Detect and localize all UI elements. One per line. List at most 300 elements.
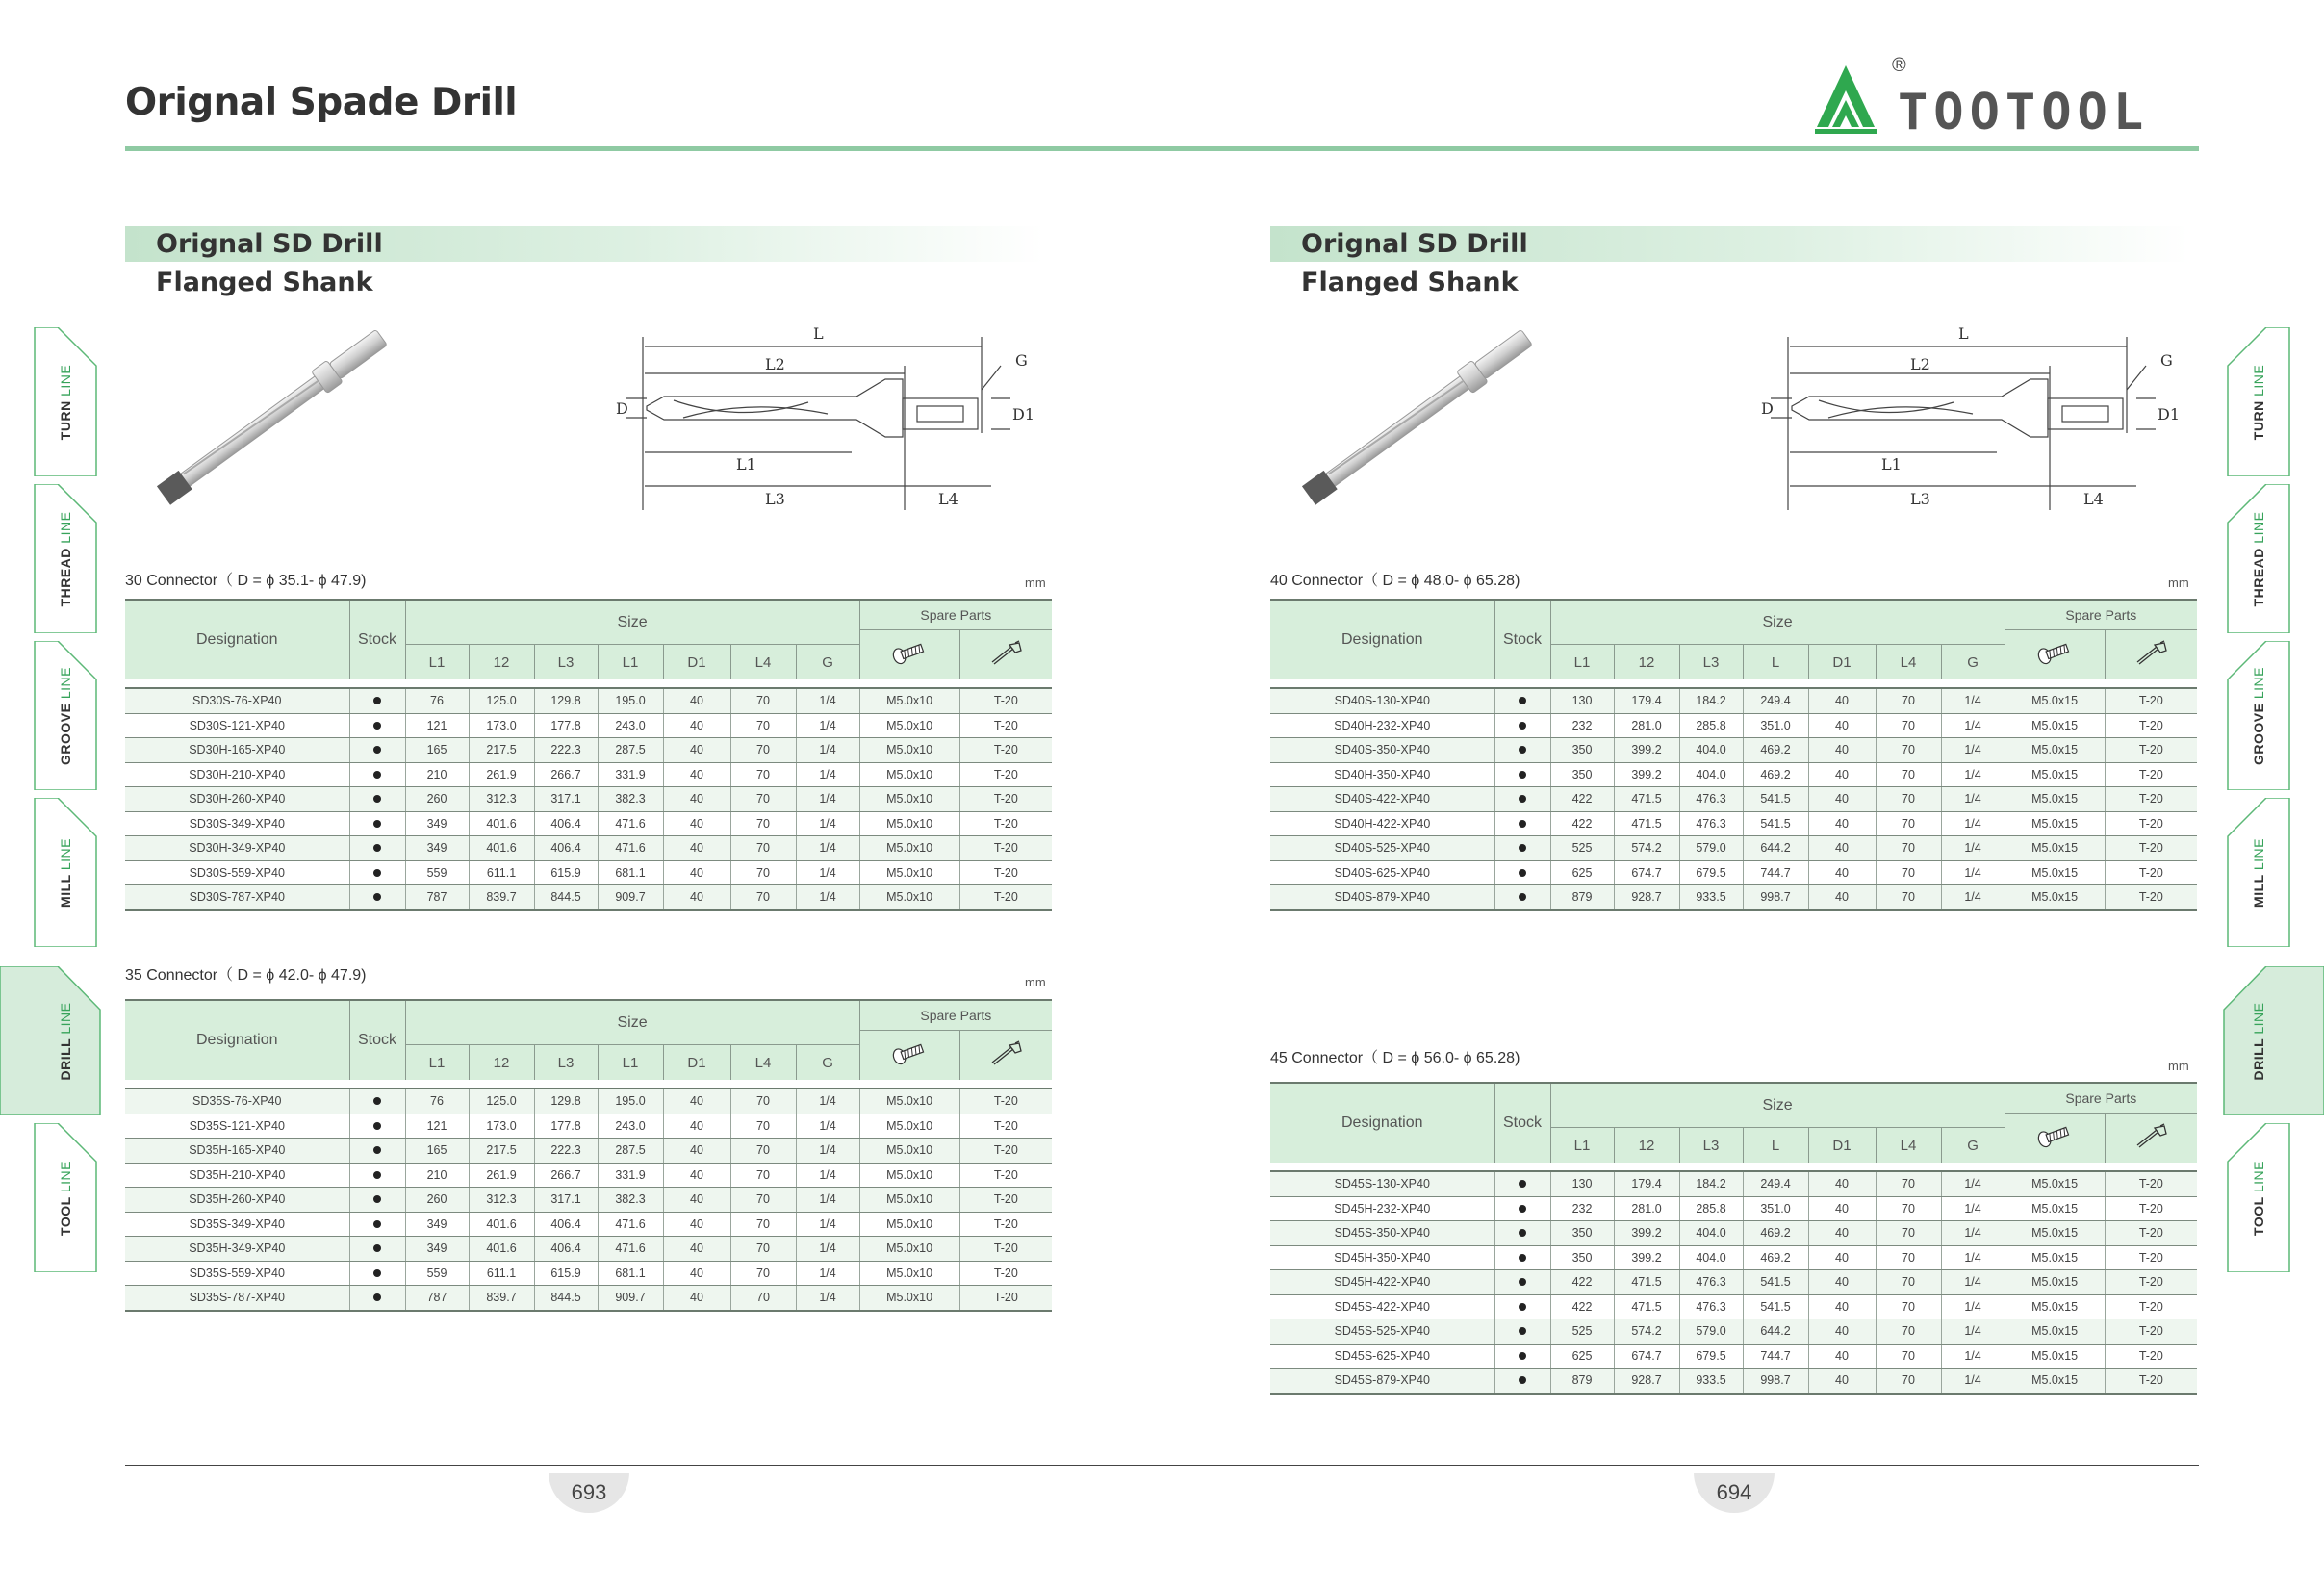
value-cell: M5.0x10	[859, 1114, 959, 1139]
value-cell: 349	[405, 1212, 469, 1237]
value-cell: 422	[1550, 811, 1614, 836]
value-cell: 40	[663, 1261, 730, 1286]
dim-label-L3: L3	[1910, 490, 1930, 508]
side-tab-groove[interactable]	[0, 641, 106, 790]
side-tab-shape	[2218, 641, 2324, 790]
col-header-designation: Designation	[1270, 1083, 1494, 1163]
value-cell: 879	[1550, 885, 1614, 910]
designation-cell: SD40S-350-XP40	[1270, 738, 1494, 763]
value-cell: 674.7	[1614, 1344, 1679, 1369]
col-header-size-0: L1	[405, 1045, 469, 1081]
table-row	[125, 1237, 1052, 1262]
stock-dot	[349, 1114, 405, 1139]
value-cell: 351.0	[1743, 1196, 1808, 1221]
value-cell: 40	[1808, 1369, 1876, 1394]
value-cell: T-20	[959, 1212, 1052, 1237]
col-header-size-5: L4	[1876, 645, 1941, 680]
side-tab-tool[interactable]	[0, 1123, 106, 1272]
value-cell: T-20	[2105, 860, 2197, 885]
value-cell: 399.2	[1614, 1245, 1679, 1270]
tootool-logo	[1809, 52, 2204, 139]
value-cell: 350	[1550, 1221, 1614, 1246]
dim-label-L1: L1	[1881, 455, 1902, 474]
value-cell: 70	[730, 1139, 796, 1164]
value-cell: T-20	[2105, 713, 2197, 738]
value-cell: M5.0x15	[2005, 713, 2105, 738]
value-cell: M5.0x10	[859, 885, 959, 910]
value-cell: 928.7	[1614, 885, 1679, 910]
col-header-designation: Designation	[1270, 600, 1494, 679]
value-cell: 261.9	[469, 1163, 534, 1188]
value-cell: T-20	[2105, 1245, 2197, 1270]
value-cell: T-20	[2105, 1369, 2197, 1394]
drill-dimension-diagram	[597, 318, 1049, 529]
stock-dot	[349, 1139, 405, 1164]
value-cell: 1/4	[1941, 1344, 2005, 1369]
table-row	[125, 1114, 1052, 1139]
side-tab-tool[interactable]	[2218, 1123, 2324, 1272]
value-cell: T-20	[959, 860, 1052, 885]
section-title: Orignal SD Drill	[156, 229, 383, 259]
value-cell: 406.4	[534, 811, 598, 836]
col-header-wrench	[2105, 1114, 2197, 1164]
value-cell: 1/4	[796, 1163, 859, 1188]
value-cell: 1/4	[1941, 787, 2005, 812]
value-cell: 40	[1808, 811, 1876, 836]
designation-cell: SD40H-422-XP40	[1270, 811, 1494, 836]
col-header-stock: Stock	[349, 600, 405, 679]
value-cell: 471.5	[1614, 1270, 1679, 1295]
designation-cell: SD30H-349-XP40	[125, 836, 349, 861]
value-cell: 541.5	[1743, 787, 1808, 812]
side-tab-label: TURN LINE	[58, 364, 73, 440]
stock-dot	[349, 1163, 405, 1188]
col-header-screw	[859, 630, 959, 680]
designation-cell: SD35H-210-XP40	[125, 1163, 349, 1188]
dim-label-L: L	[1958, 324, 1969, 343]
stock-dot	[1494, 860, 1550, 885]
value-cell: 179.4	[1614, 1171, 1679, 1196]
value-cell: 40	[1808, 762, 1876, 787]
side-tab-shape	[0, 641, 106, 790]
side-tab-mill[interactable]	[2218, 798, 2324, 947]
value-cell: 40	[663, 836, 730, 861]
value-cell: 1/4	[1941, 885, 2005, 910]
side-tab-turn[interactable]	[0, 327, 106, 476]
value-cell: 787	[405, 1286, 469, 1311]
col-header-stock: Stock	[1494, 1083, 1550, 1163]
value-cell: 40	[1808, 1196, 1876, 1221]
col-header-wrench	[959, 630, 1052, 680]
dim-label-G: G	[1015, 351, 1028, 370]
side-tab-label: GROOVE LINE	[2251, 666, 2266, 765]
value-cell: 471.5	[1614, 811, 1679, 836]
value-cell: T-20	[959, 762, 1052, 787]
spec-table-35	[125, 999, 1052, 1312]
designation-cell: SD40S-625-XP40	[1270, 860, 1494, 885]
designation-cell: SD45S-525-XP40	[1270, 1319, 1494, 1345]
stock-dot	[1494, 1319, 1550, 1345]
stock-dot	[1494, 1294, 1550, 1319]
value-cell: 40	[1808, 860, 1876, 885]
value-cell: 70	[730, 1237, 796, 1262]
side-tab-label: TOOL LINE	[58, 1160, 73, 1236]
value-cell: 40	[1808, 1344, 1876, 1369]
value-cell: 70	[730, 713, 796, 738]
designation-cell: SD45H-232-XP40	[1270, 1196, 1494, 1221]
unit-label: mm	[2168, 1059, 2189, 1073]
value-cell: 222.3	[534, 1139, 598, 1164]
value-cell: M5.0x10	[859, 1163, 959, 1188]
value-cell: 70	[1876, 787, 1941, 812]
value-cell: 40	[663, 1089, 730, 1114]
value-cell: 70	[730, 860, 796, 885]
table-row	[1270, 1369, 2197, 1394]
value-cell: 1/4	[796, 762, 859, 787]
value-cell: 787	[405, 885, 469, 910]
stock-dot	[349, 762, 405, 787]
value-cell: 243.0	[598, 1114, 663, 1139]
col-header-size-2: L3	[534, 1045, 598, 1081]
value-cell: 406.4	[534, 836, 598, 861]
value-cell: 679.5	[1679, 860, 1743, 885]
value-cell: 184.2	[1679, 688, 1743, 713]
value-cell: 350	[1550, 762, 1614, 787]
value-cell: 40	[1808, 1171, 1876, 1196]
unit-label: mm	[2168, 576, 2189, 590]
table-row	[1270, 885, 2197, 910]
value-cell: T-20	[959, 1286, 1052, 1311]
table-row	[1270, 1319, 2197, 1345]
table-row	[125, 762, 1052, 787]
value-cell: 261.9	[469, 762, 534, 787]
value-cell: 40	[1808, 738, 1876, 763]
value-cell: 222.3	[534, 738, 598, 763]
value-cell: 541.5	[1743, 1270, 1808, 1295]
dim-label-D1: D1	[1012, 405, 1035, 423]
value-cell: 1/4	[1941, 738, 2005, 763]
side-tab-turn[interactable]	[2218, 327, 2324, 476]
stock-dot	[1494, 885, 1550, 910]
value-cell: 404.0	[1679, 1221, 1743, 1246]
value-cell: 130	[1550, 688, 1614, 713]
value-cell: T-20	[959, 787, 1052, 812]
value-cell: 909.7	[598, 885, 663, 910]
value-cell: 287.5	[598, 1139, 663, 1164]
side-tab-shape	[0, 327, 106, 476]
designation-cell: SD30H-210-XP40	[125, 762, 349, 787]
side-tab-thread[interactable]	[2218, 484, 2324, 633]
value-cell: 476.3	[1679, 787, 1743, 812]
value-cell: 70	[1876, 885, 1941, 910]
value-cell: 285.8	[1679, 1196, 1743, 1221]
value-cell: T-20	[959, 1114, 1052, 1139]
value-cell: 70	[1876, 1245, 1941, 1270]
value-cell: 281.0	[1614, 713, 1679, 738]
value-cell: 70	[1876, 1319, 1941, 1345]
stock-dot	[1494, 1270, 1550, 1295]
wrench-icon	[986, 639, 1025, 666]
side-tab-thread[interactable]	[0, 484, 106, 633]
value-cell: 125.0	[469, 688, 534, 713]
col-header-size-5: L4	[1876, 1128, 1941, 1164]
value-cell: 933.5	[1679, 1369, 1743, 1394]
value-cell: 317.1	[534, 1188, 598, 1213]
value-cell: 266.7	[534, 762, 598, 787]
stock-dot	[349, 713, 405, 738]
dim-label-L: L	[813, 324, 824, 343]
table-row	[1270, 1245, 2197, 1270]
designation-cell: SD30S-787-XP40	[125, 885, 349, 910]
designation-cell: SD35H-260-XP40	[125, 1188, 349, 1213]
designation-cell: SD35S-76-XP40	[125, 1089, 349, 1114]
drill-dimension-diagram	[1742, 318, 2194, 529]
value-cell: 1/4	[1941, 713, 2005, 738]
table-row	[125, 885, 1052, 910]
page-title: Orignal Spade Drill	[125, 81, 518, 124]
value-cell: 40	[1808, 836, 1876, 861]
value-cell: M5.0x10	[859, 713, 959, 738]
value-cell: M5.0x15	[2005, 762, 2105, 787]
value-cell: 173.0	[469, 713, 534, 738]
spec-table-40	[1270, 599, 2197, 911]
side-tab-shape	[2218, 484, 2324, 633]
value-cell: 471.5	[1614, 787, 1679, 812]
side-tab-label: MILL LINE	[2251, 837, 2266, 908]
spec-table	[125, 599, 1052, 911]
value-cell: 525	[1550, 1319, 1614, 1345]
col-header-spare-parts: Spare Parts	[859, 1000, 1052, 1031]
side-tab-label: DRILL LINE	[2251, 1002, 2266, 1080]
value-cell: 644.2	[1743, 1319, 1808, 1345]
designation-cell: SD30S-76-XP40	[125, 688, 349, 713]
connector-label: 35 Connector（ D = ϕ 42.0- ϕ 47.9)	[125, 967, 367, 984]
value-cell: 40	[1808, 1221, 1876, 1246]
dim-label-D: D	[1761, 399, 1774, 418]
value-cell: 260	[405, 787, 469, 812]
screw-icon	[890, 1040, 929, 1065]
col-header-size-3: L	[1743, 645, 1808, 680]
col-header-size-0: L1	[1550, 645, 1614, 680]
value-cell: 40	[663, 1188, 730, 1213]
spec-table	[125, 999, 1052, 1312]
value-cell: T-20	[2105, 1319, 2197, 1345]
col-header-size-5: L4	[730, 1045, 796, 1081]
designation-cell: SD40H-350-XP40	[1270, 762, 1494, 787]
table-row	[1270, 713, 2197, 738]
value-cell: M5.0x10	[859, 1261, 959, 1286]
stock-dot	[349, 885, 405, 910]
side-tab-drill[interactable]	[2218, 966, 2324, 1115]
value-cell: 1/4	[796, 787, 859, 812]
value-cell: 1/4	[1941, 836, 2005, 861]
designation-cell: SD30S-121-XP40	[125, 713, 349, 738]
value-cell: 179.4	[1614, 688, 1679, 713]
value-cell: M5.0x15	[2005, 860, 2105, 885]
value-cell: 40	[663, 713, 730, 738]
value-cell: 40	[1808, 713, 1876, 738]
table-row	[125, 1139, 1052, 1164]
value-cell: 40	[1808, 885, 1876, 910]
side-tab-label: DRILL LINE	[58, 1002, 73, 1080]
wrench-icon	[2132, 1122, 2170, 1149]
value-cell: 625	[1550, 860, 1614, 885]
value-cell: 471.6	[598, 836, 663, 861]
screw-icon	[890, 640, 929, 665]
stock-dot	[1494, 1344, 1550, 1369]
value-cell: 839.7	[469, 1286, 534, 1311]
value-cell: 574.2	[1614, 1319, 1679, 1345]
value-cell: 744.7	[1743, 1344, 1808, 1369]
value-cell: T-20	[959, 1261, 1052, 1286]
value-cell: 232	[1550, 1196, 1614, 1221]
value-cell: 129.8	[534, 688, 598, 713]
value-cell: 70	[730, 1261, 796, 1286]
value-cell: M5.0x15	[2005, 738, 2105, 763]
value-cell: M5.0x10	[859, 1139, 959, 1164]
value-cell: 1/4	[796, 1261, 859, 1286]
stock-dot	[349, 1261, 405, 1286]
col-header-size-3: L1	[598, 645, 663, 680]
value-cell: 312.3	[469, 787, 534, 812]
value-cell: M5.0x10	[859, 1188, 959, 1213]
value-cell: M5.0x15	[2005, 1196, 2105, 1221]
value-cell: 70	[730, 1286, 796, 1311]
side-tab-shape	[0, 484, 106, 633]
table-row	[125, 1188, 1052, 1213]
side-tab-shape	[2218, 966, 2324, 1115]
value-cell: 404.0	[1679, 762, 1743, 787]
value-cell: 404.0	[1679, 1245, 1743, 1270]
stock-dot	[1494, 713, 1550, 738]
value-cell: 70	[1876, 1294, 1941, 1319]
designation-cell: SD35S-787-XP40	[125, 1286, 349, 1311]
value-cell: 70	[1876, 1221, 1941, 1246]
table-row	[125, 1286, 1052, 1311]
table-row	[1270, 811, 2197, 836]
value-cell: M5.0x15	[2005, 1221, 2105, 1246]
value-cell: 40	[663, 1212, 730, 1237]
stock-dot	[1494, 1196, 1550, 1221]
table-row	[125, 1261, 1052, 1286]
designation-cell: SD40S-422-XP40	[1270, 787, 1494, 812]
value-cell: M5.0x15	[2005, 787, 2105, 812]
stock-dot	[349, 787, 405, 812]
value-cell: 70	[730, 688, 796, 713]
value-cell: 40	[663, 1163, 730, 1188]
table-row	[1270, 836, 2197, 861]
value-cell: 177.8	[534, 713, 598, 738]
col-header-size-1: 12	[1614, 1128, 1679, 1164]
dim-label-G: G	[2160, 351, 2173, 370]
value-cell: 1/4	[1941, 811, 2005, 836]
side-tab-groove[interactable]	[2218, 641, 2324, 790]
col-header-size-6: G	[1941, 1128, 2005, 1164]
value-cell: M5.0x10	[859, 1237, 959, 1262]
table-row	[1270, 1344, 2197, 1369]
table-row	[1270, 738, 2197, 763]
table-row	[1270, 1270, 2197, 1295]
value-cell: T-20	[2105, 1221, 2197, 1246]
value-cell: 70	[730, 811, 796, 836]
value-cell: 1/4	[1941, 1369, 2005, 1394]
table-row	[125, 738, 1052, 763]
value-cell: 469.2	[1743, 1221, 1808, 1246]
spec-table	[1270, 1082, 2197, 1395]
table-row	[125, 688, 1052, 713]
value-cell: T-20	[959, 738, 1052, 763]
dim-label-L1: L1	[736, 455, 756, 474]
stock-dot	[1494, 688, 1550, 713]
section-subtitle: Flanged Shank	[156, 268, 373, 297]
side-tab-mill[interactable]	[0, 798, 106, 947]
value-cell: 625	[1550, 1344, 1614, 1369]
value-cell: 476.3	[1679, 1294, 1743, 1319]
designation-cell: SD35S-349-XP40	[125, 1212, 349, 1237]
side-tab-shape	[0, 1123, 106, 1272]
designation-cell: SD45H-422-XP40	[1270, 1270, 1494, 1295]
col-header-screw	[859, 1031, 959, 1081]
value-cell: M5.0x10	[859, 1286, 959, 1311]
value-cell: 40	[1808, 1294, 1876, 1319]
value-cell: 70	[1876, 1344, 1941, 1369]
value-cell: 331.9	[598, 762, 663, 787]
value-cell: 1/4	[796, 1188, 859, 1213]
value-cell: 1/4	[796, 1286, 859, 1311]
value-cell: 70	[730, 836, 796, 861]
side-tab-drill[interactable]	[0, 966, 106, 1115]
value-cell: 350	[1550, 1245, 1614, 1270]
side-tab-shape	[2218, 1123, 2324, 1272]
value-cell: M5.0x10	[859, 762, 959, 787]
unit-label: mm	[1025, 975, 1046, 989]
col-header-size-6: G	[1941, 645, 2005, 680]
col-header-spare-parts: Spare Parts	[2005, 600, 2197, 630]
value-cell: 76	[405, 688, 469, 713]
designation-cell: SD35H-349-XP40	[125, 1237, 349, 1262]
value-cell: 40	[663, 1139, 730, 1164]
screw-icon	[2035, 640, 2074, 665]
col-header-size-3: L1	[598, 1045, 663, 1081]
value-cell: 70	[1876, 836, 1941, 861]
value-cell: M5.0x10	[859, 811, 959, 836]
table-row	[1270, 787, 2197, 812]
value-cell: 559	[405, 860, 469, 885]
value-cell: M5.0x15	[2005, 1294, 2105, 1319]
value-cell: 317.1	[534, 787, 598, 812]
value-cell: 70	[1876, 1196, 1941, 1221]
side-tab-shape	[0, 798, 106, 947]
side-tab-shape	[2218, 798, 2324, 947]
value-cell: 70	[730, 787, 796, 812]
designation-cell: SD35H-165-XP40	[125, 1139, 349, 1164]
value-cell: 130	[1550, 1171, 1614, 1196]
col-header-wrench	[959, 1031, 1052, 1081]
value-cell: 349	[405, 1237, 469, 1262]
side-tab-label: THREAD LINE	[2251, 511, 2266, 606]
value-cell: M5.0x15	[2005, 1344, 2105, 1369]
value-cell: 399.2	[1614, 738, 1679, 763]
value-cell: 349	[405, 811, 469, 836]
value-cell: 70	[1876, 762, 1941, 787]
value-cell: T-20	[959, 1089, 1052, 1114]
value-cell: 1/4	[796, 811, 859, 836]
col-header-size-2: L3	[1679, 645, 1743, 680]
value-cell: 615.9	[534, 860, 598, 885]
designation-cell: SD45S-350-XP40	[1270, 1221, 1494, 1246]
value-cell: M5.0x15	[2005, 1270, 2105, 1295]
connector-label: 45 Connector（ D = ϕ 56.0- ϕ 65.28)	[1270, 1050, 1520, 1066]
